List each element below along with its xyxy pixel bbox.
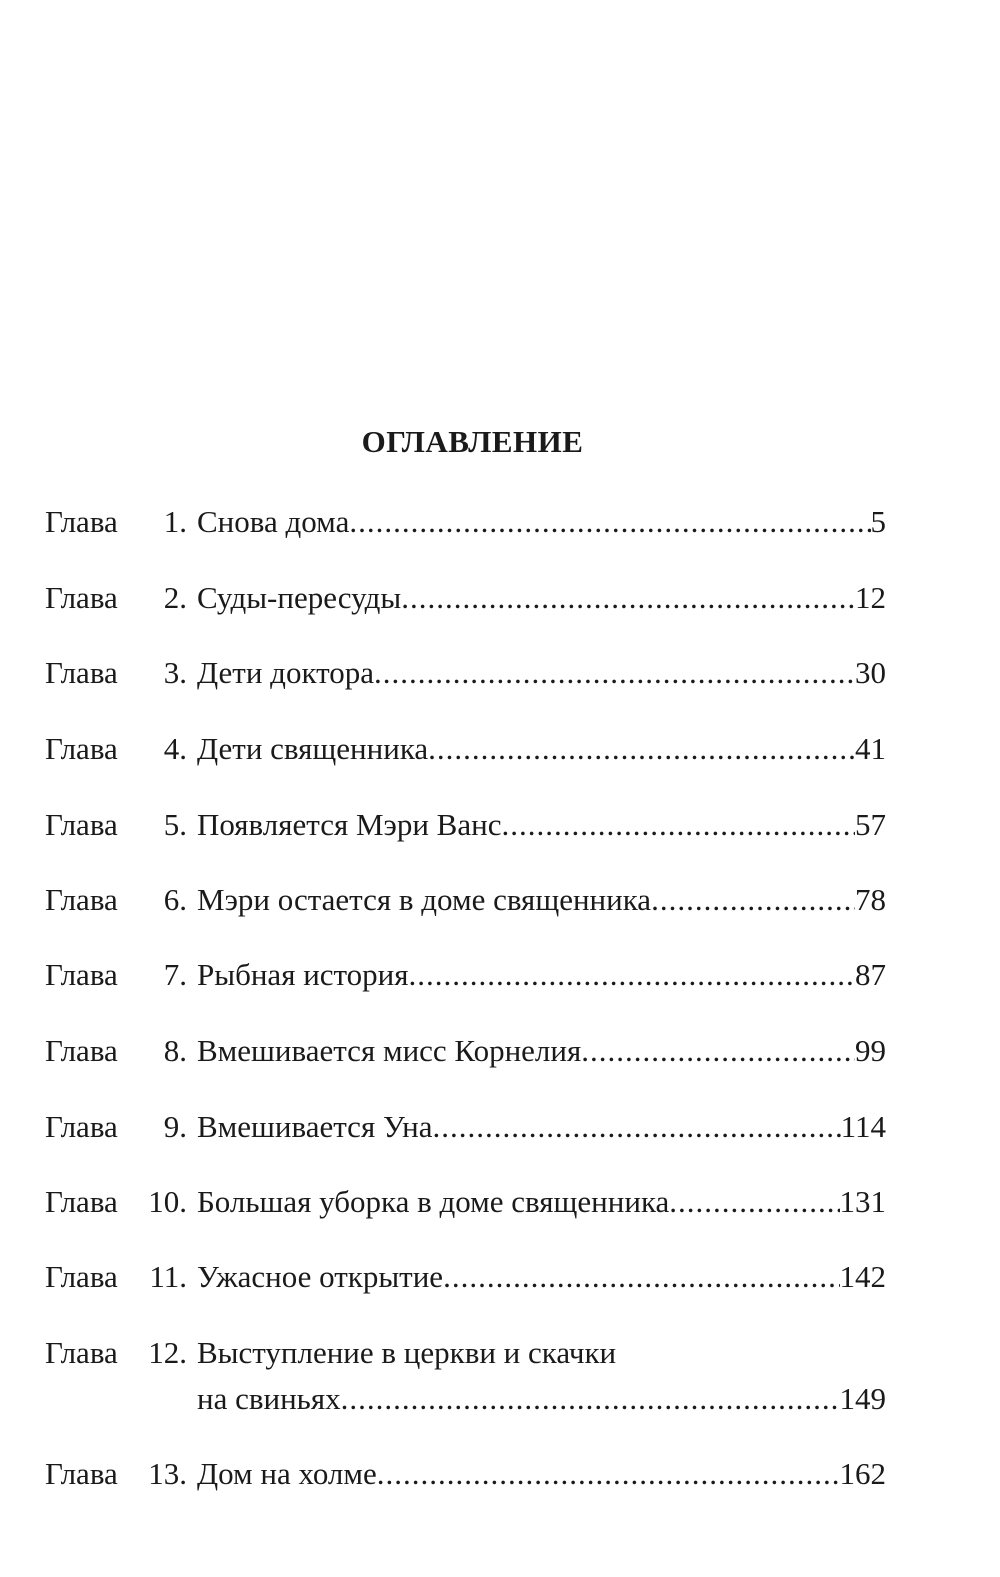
chapter-label: Глава bbox=[45, 1033, 118, 1068]
chapter-number: 9. bbox=[163, 1109, 187, 1144]
chapter-label: Глава bbox=[45, 882, 118, 917]
toc-entry[interactable] bbox=[45, 1182, 886, 1222]
page-number: 5 bbox=[870, 504, 886, 539]
chapter-number: 8. bbox=[163, 1033, 187, 1068]
page-number: 57 bbox=[855, 807, 886, 842]
toc-entry[interactable] bbox=[45, 1031, 886, 1071]
toc-entry[interactable] bbox=[45, 1454, 886, 1494]
chapter-number: 11. bbox=[149, 1259, 187, 1294]
chapter-label: Глава bbox=[45, 1335, 118, 1370]
page-number: 30 bbox=[855, 655, 886, 690]
chapter-label: Глава bbox=[45, 807, 118, 842]
chapter-number: 4. bbox=[163, 731, 187, 766]
chapter-label: Глава bbox=[45, 1259, 118, 1294]
dot-leader bbox=[401, 578, 855, 618]
page-number: 114 bbox=[840, 1109, 886, 1144]
dot-leader bbox=[377, 1454, 840, 1494]
dot-leader bbox=[581, 1031, 855, 1071]
page-number: 131 bbox=[839, 1184, 886, 1219]
page-number: 12 bbox=[855, 580, 886, 615]
chapter-number: 6. bbox=[163, 882, 187, 917]
toc-entry[interactable] bbox=[45, 502, 886, 542]
dot-leader bbox=[428, 729, 855, 769]
page-number: 162 bbox=[839, 1456, 886, 1491]
dot-leader bbox=[374, 653, 855, 693]
page-title: ОГЛАВЛЕНИЕ bbox=[361, 424, 584, 459]
chapter-label: Глава bbox=[45, 655, 118, 690]
toc-entry[interactable] bbox=[45, 1107, 886, 1147]
chapter-title: Дети священника bbox=[197, 731, 429, 766]
dot-leader bbox=[501, 805, 855, 845]
page-number: 142 bbox=[839, 1259, 886, 1294]
chapter-title: Вмешивается Уна bbox=[197, 1109, 433, 1144]
toc-entry[interactable] bbox=[45, 955, 886, 995]
page-number: 78 bbox=[855, 882, 886, 917]
dot-leader bbox=[433, 1107, 841, 1147]
chapter-title: Появляется Мэри Ванс bbox=[197, 807, 502, 842]
toc-entry[interactable] bbox=[45, 880, 886, 920]
chapter-title-continued: на свиньях bbox=[197, 1381, 341, 1416]
dot-leader bbox=[341, 1379, 840, 1419]
chapter-title: Суды-пересуды bbox=[197, 580, 402, 615]
chapter-title: Рыбная история bbox=[197, 957, 409, 992]
dot-leader bbox=[409, 955, 855, 995]
chapter-title: Выступление в церкви и скачки bbox=[197, 1335, 617, 1370]
toc-entry[interactable] bbox=[45, 805, 886, 845]
chapter-label: Глава bbox=[45, 1456, 118, 1491]
chapter-label: Глава bbox=[45, 580, 118, 615]
chapter-title: Дети доктора bbox=[197, 655, 374, 690]
toc-entry[interactable] bbox=[45, 578, 886, 618]
page-number: 41 bbox=[855, 731, 886, 766]
chapter-title: Большая уборка в доме священника bbox=[197, 1184, 670, 1219]
dot-leader bbox=[669, 1182, 839, 1222]
chapter-number: 10. bbox=[148, 1184, 187, 1219]
chapter-title: Вмешивается мисс Корнелия bbox=[197, 1033, 582, 1068]
chapter-title: Снова дома bbox=[197, 504, 350, 539]
chapter-number: 13. bbox=[148, 1456, 187, 1491]
chapter-label: Глава bbox=[45, 957, 118, 992]
chapter-label: Глава bbox=[45, 1184, 118, 1219]
chapter-label: Глава bbox=[45, 731, 118, 766]
chapter-number: 2. bbox=[163, 580, 187, 615]
chapter-label: Глава bbox=[45, 1109, 118, 1144]
chapter-number: 3. bbox=[163, 655, 187, 690]
chapter-number: 5. bbox=[163, 807, 187, 842]
page-number: 87 bbox=[855, 957, 886, 992]
toc-entry[interactable] bbox=[45, 1333, 886, 1416]
dot-leader bbox=[443, 1257, 839, 1297]
toc-entry[interactable] bbox=[45, 653, 886, 693]
page-number: 99 bbox=[855, 1033, 886, 1068]
chapter-label: Глава bbox=[45, 504, 118, 539]
chapter-title: Мэри остается в доме священника bbox=[197, 882, 652, 917]
toc-entry[interactable] bbox=[45, 1257, 886, 1297]
toc-entry[interactable] bbox=[45, 729, 886, 769]
chapter-number: 7. bbox=[163, 957, 187, 992]
chapter-number: 12. bbox=[148, 1335, 187, 1370]
chapter-number: 1. bbox=[163, 504, 187, 539]
dot-leader bbox=[651, 880, 855, 920]
dot-leader bbox=[349, 502, 870, 542]
chapter-title: Ужасное открытие bbox=[197, 1259, 444, 1294]
chapter-title: Дом на холме bbox=[197, 1456, 377, 1491]
page-number: 149 bbox=[839, 1381, 886, 1416]
